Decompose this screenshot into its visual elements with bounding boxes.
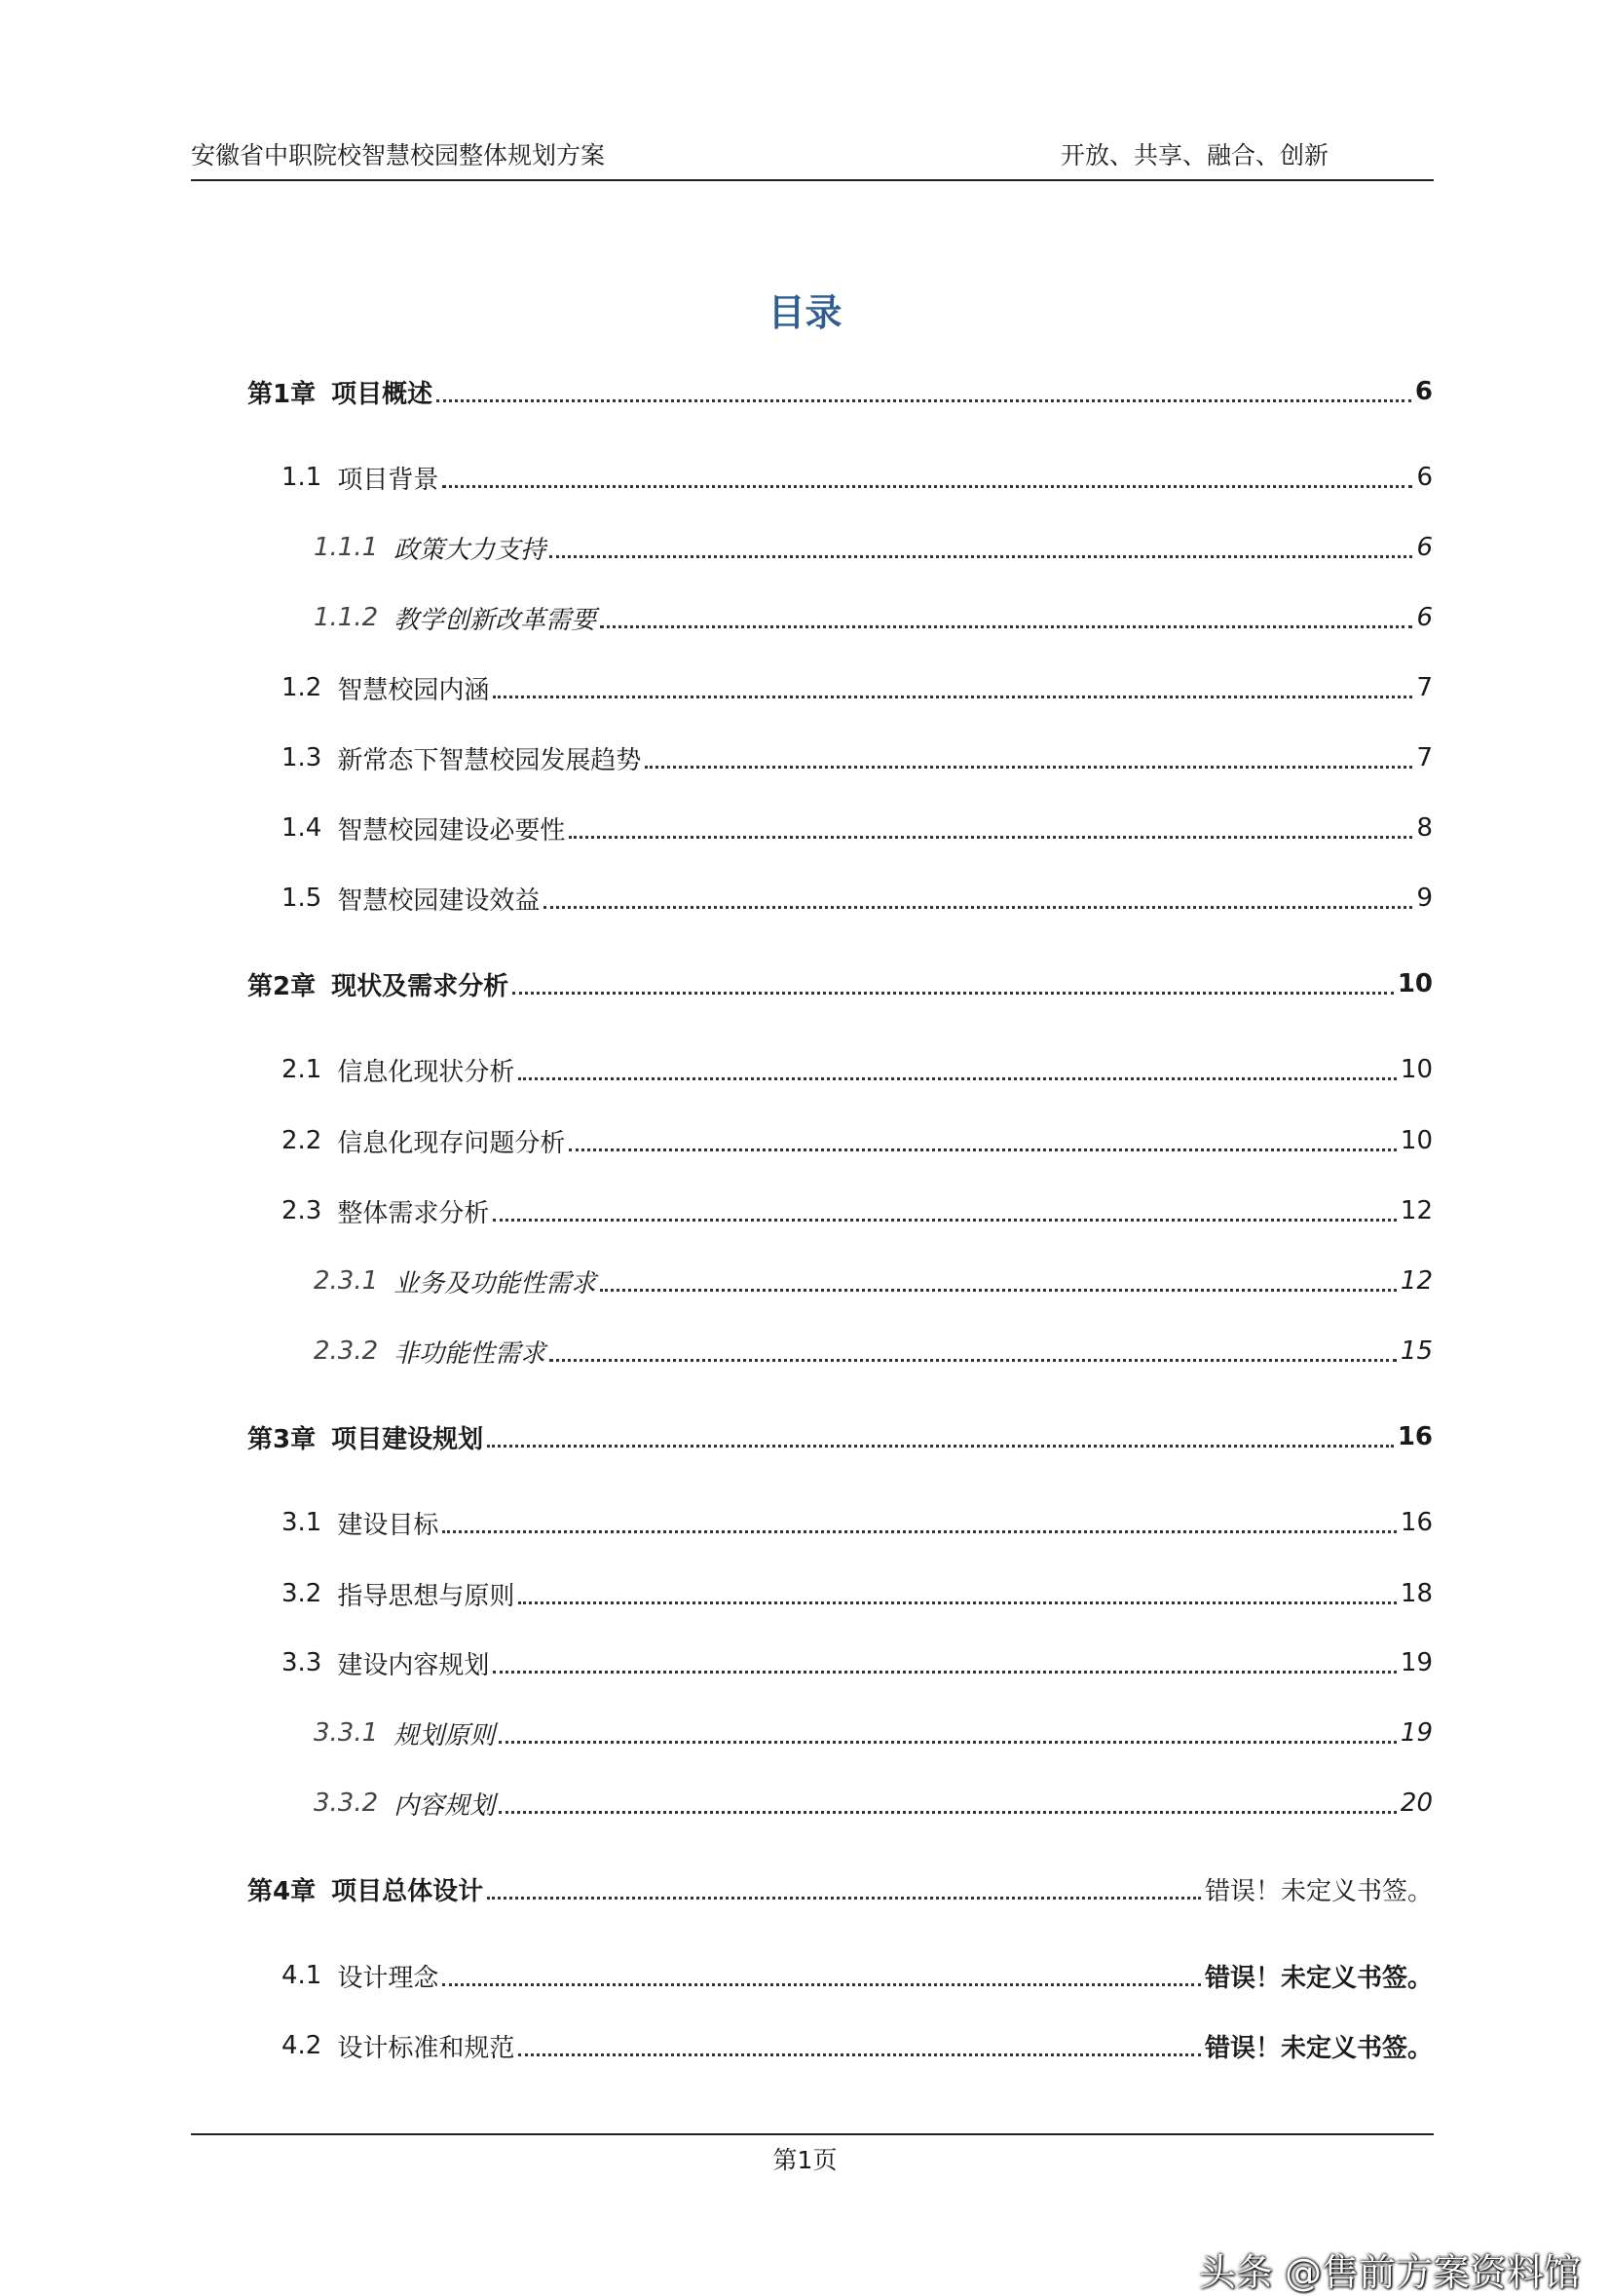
toc-entry-number: 1.1.1: [314, 533, 379, 562]
toc-entry-number: 第2章: [247, 971, 317, 1001]
toc-entry-number: 1.3: [281, 743, 322, 772]
toc-leader-dots: [487, 1897, 1201, 1900]
toc-entry-number: 2.1: [281, 1055, 322, 1084]
toc-leader-dots: [499, 1811, 1397, 1814]
toc-entry-label: 信息化现存问题分析: [337, 1128, 566, 1158]
toc-leader-dots: [518, 2053, 1201, 2056]
toc-leader-dots: [549, 1359, 1397, 1362]
toc-entry[interactable]: [0, 964, 1610, 1003]
toc-entry-number: 第4章: [247, 1876, 317, 1906]
toc-leader-dots: [442, 1530, 1397, 1533]
toc-entry-page: 20: [1400, 1788, 1433, 1818]
toc-entry-label: 智慧校园内涵: [337, 675, 490, 705]
toc-leader-dots: [569, 836, 1412, 839]
toc-entry[interactable]: [0, 1121, 1610, 1160]
toc-entry[interactable]: [0, 1869, 1610, 1908]
toc-entry-page: 6: [1416, 533, 1433, 562]
toc-entry[interactable]: [0, 1417, 1610, 1456]
toc-entry-label: 指导思想与原则: [337, 1581, 515, 1611]
toc-entry-label: 设计理念: [337, 1963, 439, 1993]
toc-entry-label: 智慧校园建设效益: [337, 885, 541, 916]
toc-leader-dots: [442, 1983, 1201, 1986]
toc-leader-dots: [493, 1219, 1397, 1222]
toc-entry-page: 6: [1416, 603, 1433, 632]
toc-entry-number: 4.2: [281, 2031, 322, 2060]
toc-entry-page: 7: [1416, 743, 1433, 772]
toc-entry-page: 16: [1400, 1508, 1433, 1537]
toc-entry-number: 1.2: [281, 673, 322, 702]
toc-leader-dots: [600, 1289, 1397, 1292]
toc-entry-page: 18: [1400, 1579, 1433, 1608]
toc-entry[interactable]: [0, 1332, 1610, 1371]
toc-leader-dots: [600, 625, 1412, 628]
toc-entry-number: 第1章: [247, 379, 317, 409]
toc-entry-number: 3.1: [281, 1508, 322, 1537]
toc-leader-dots: [512, 992, 1394, 995]
toc-entry[interactable]: [0, 1643, 1610, 1682]
toc-entry[interactable]: [0, 879, 1610, 918]
toc-entry-number: 1.5: [281, 884, 322, 913]
header-slogan: 开放、共享、融合、创新: [1060, 141, 1329, 169]
toc-entry-page: 错误！未定义书签。: [1204, 1963, 1433, 1993]
toc-leader-dots: [493, 1671, 1397, 1674]
toc-entry-page: 15: [1400, 1336, 1433, 1366]
toc-entry-page: 7: [1416, 673, 1433, 702]
toc-entry-label: 建设内容规划: [337, 1650, 490, 1680]
toc-entry[interactable]: [0, 528, 1610, 567]
toc-leader-dots: [543, 906, 1412, 909]
toc-entry-page: 6: [1414, 377, 1433, 406]
toc-leader-dots: [442, 485, 1412, 488]
toc-entry-page: 10: [1397, 969, 1433, 998]
toc-entry[interactable]: [0, 738, 1610, 777]
toc-entry-label: 项目背景: [337, 465, 439, 495]
toc-entry-number: 2.2: [281, 1126, 322, 1155]
toc-leader-dots: [569, 1148, 1397, 1151]
toc-entry[interactable]: [0, 1574, 1610, 1613]
toc-entry[interactable]: [0, 1191, 1610, 1230]
toc-entry-page: 8: [1416, 813, 1433, 843]
footer-divider: [191, 2133, 1434, 2135]
toc-entry[interactable]: [0, 372, 1610, 411]
toc-leader-dots: [436, 399, 1411, 402]
toc-entry[interactable]: [0, 1503, 1610, 1542]
toc-leader-dots: [645, 766, 1412, 769]
toc-entry-label: 内容规划: [393, 1790, 496, 1821]
toc-entry-number: 3.3.1: [314, 1718, 379, 1748]
toc-entry-page: 9: [1416, 884, 1433, 913]
toc-entry-label: 项目概述: [331, 379, 433, 409]
toc-leader-dots: [487, 1445, 1394, 1448]
toc-entry[interactable]: [0, 458, 1610, 497]
toc-leader-dots: [499, 1741, 1397, 1744]
toc-leader-dots: [518, 1601, 1397, 1604]
toc-entry-page: 10: [1400, 1126, 1433, 1155]
toc-leader-dots: [493, 696, 1412, 698]
toc-entry-page: 19: [1400, 1648, 1433, 1677]
toc-entry-page: 10: [1400, 1055, 1433, 1084]
toc-entry-page: 16: [1397, 1422, 1433, 1451]
toc-entry[interactable]: [0, 1261, 1610, 1300]
toc-entry[interactable]: [0, 598, 1610, 637]
toc-entry-number: 1.4: [281, 813, 322, 843]
toc-entry-number: 3.2: [281, 1579, 322, 1608]
toc-entry-number: 1.1.2: [314, 603, 379, 632]
toc-entry-number: 3.3.2: [314, 1788, 379, 1818]
toc-entry-number: 2.3: [281, 1196, 322, 1225]
page-number: 第1页: [772, 2146, 838, 2174]
toc-entry-label: 业务及功能性需求: [393, 1268, 597, 1299]
toc-entry-page: 12: [1400, 1266, 1433, 1296]
toc-entry-label: 规划原则: [393, 1720, 496, 1750]
toc-entry[interactable]: [0, 1713, 1610, 1752]
toc-entry-label: 设计标准和规范: [337, 2033, 515, 2063]
toc-entry-label: 教学创新改革需要: [393, 605, 597, 635]
toc-entry-number: 2.3.1: [314, 1266, 379, 1296]
toc-entry-label: 建设目标: [337, 1510, 439, 1540]
toc-entry[interactable]: [0, 668, 1610, 707]
toc-entry-page: 19: [1400, 1718, 1433, 1748]
toc-entry-label: 信息化现状分析: [337, 1057, 515, 1087]
toc-entry-number: 2.3.2: [314, 1336, 379, 1366]
toc-entry[interactable]: [0, 2026, 1610, 2065]
watermark: 头条 @售前方案资料馆: [1198, 2251, 1581, 2294]
toc-entry-label: 非功能性需求: [393, 1338, 546, 1369]
toc-title: 目录: [768, 291, 842, 334]
toc-entry-page: 错误！未定义书签。: [1204, 1876, 1433, 1906]
toc-leader-dots: [518, 1077, 1397, 1080]
toc-entry-number: 3.3: [281, 1648, 322, 1677]
toc-entry-label: 现状及需求分析: [331, 971, 509, 1001]
toc-entry[interactable]: [0, 809, 1610, 847]
toc-entry[interactable]: [0, 1956, 1610, 1995]
toc-entry-number: 第3章: [247, 1424, 317, 1454]
toc-leader-dots: [549, 555, 1412, 558]
toc-entry-label: 政策大力支持: [393, 535, 546, 565]
toc-entry-number: 4.1: [281, 1961, 322, 1990]
toc-entry-number: 1.1: [281, 463, 322, 492]
toc-entry[interactable]: [0, 1050, 1610, 1089]
toc-entry[interactable]: [0, 1784, 1610, 1823]
toc-entry-label: 项目总体设计: [331, 1876, 484, 1906]
toc-entry-page: 6: [1416, 463, 1433, 492]
toc-entry-label: 新常态下智慧校园发展趋势: [337, 745, 642, 775]
toc-entry-label: 智慧校园建设必要性: [337, 815, 566, 846]
toc-entry-page: 错误！未定义书签。: [1204, 2033, 1433, 2063]
toc-entry-label: 项目建设规划: [331, 1424, 484, 1454]
toc-entry-label: 整体需求分析: [337, 1198, 490, 1228]
toc-entry-page: 12: [1400, 1196, 1433, 1225]
header-document-title: 安徽省中职院校智慧校园整体规划方案: [191, 141, 606, 169]
